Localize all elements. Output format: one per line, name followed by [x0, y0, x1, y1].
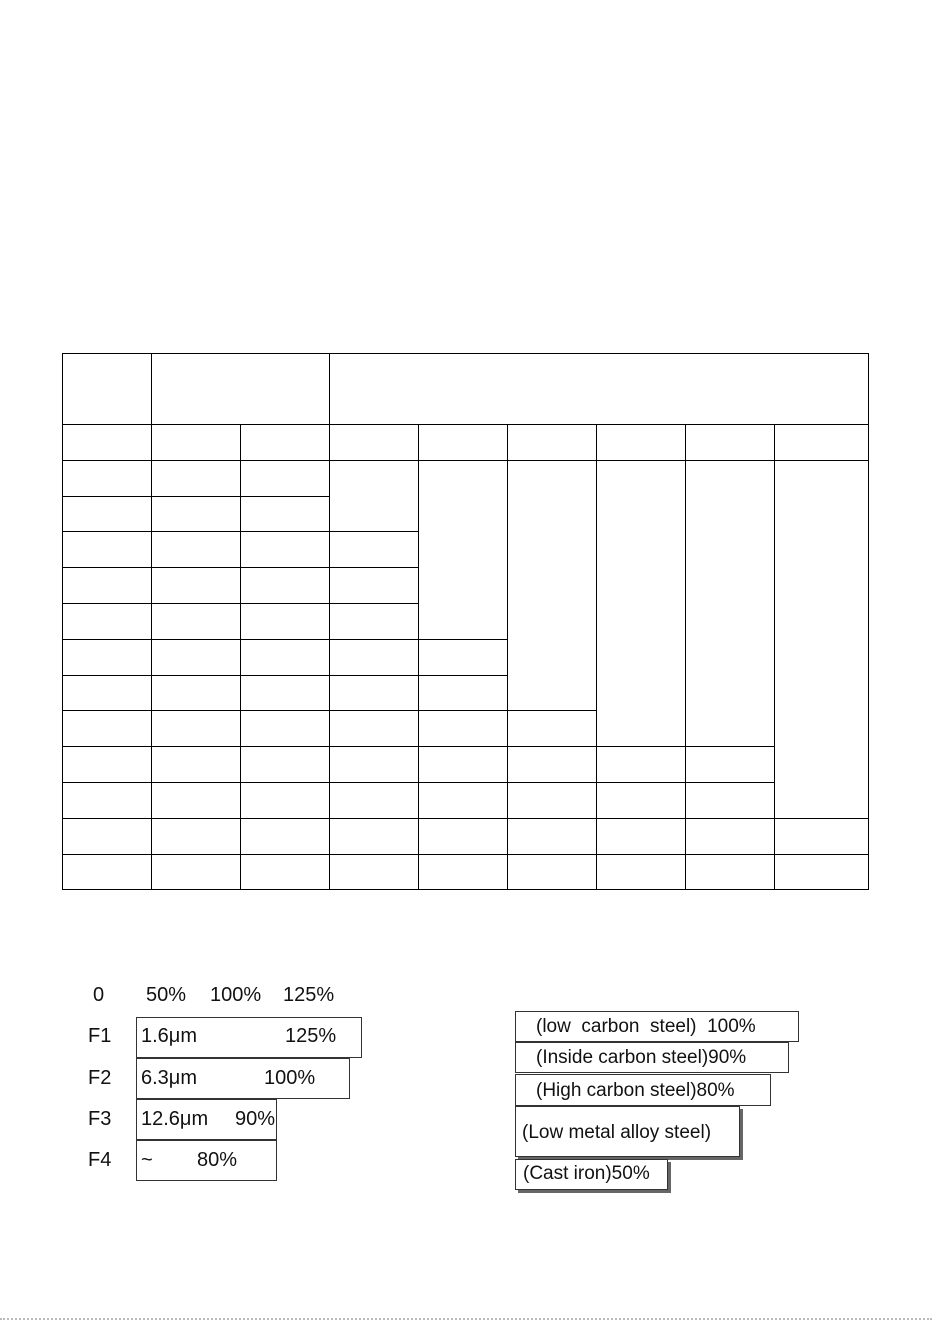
scale-row-value-f1: 1.6μm: [141, 1025, 197, 1047]
table-hline: [62, 889, 869, 890]
scale-header-125: 125%: [283, 984, 335, 1006]
scale-header-0: 0: [93, 984, 105, 1006]
table-vline: [596, 424, 597, 890]
scale-row-label-f2: F2: [88, 1067, 112, 1089]
table-vline: [774, 424, 775, 890]
table-hline: [62, 424, 869, 425]
table-hline: [62, 675, 508, 676]
scale-row-percent-f1: 125%: [285, 1025, 337, 1047]
material-label-inside-carbon-steel: (Inside carbon steel)90%: [536, 1047, 747, 1068]
material-label-cast-iron: (Cast iron)50%: [523, 1163, 650, 1184]
scale-row-value-f2: 6.3μm: [141, 1067, 197, 1089]
table-vline: [507, 424, 508, 890]
table-hline: [62, 460, 869, 461]
table-hline: [62, 818, 869, 819]
scale-header-50: 50%: [146, 984, 187, 1006]
table-vline: [685, 424, 686, 890]
table-vline: [62, 353, 63, 890]
table-vline: [151, 353, 152, 890]
scale-row-percent-f2: 100%: [264, 1067, 316, 1089]
table-hline: [62, 854, 869, 855]
table-hline: [62, 353, 869, 354]
table-hline: [62, 639, 508, 640]
scale-row-label-f4: F4: [88, 1149, 112, 1171]
table-vline: [418, 424, 419, 890]
scale-header-100: 100%: [210, 984, 262, 1006]
table-vline: [240, 424, 241, 890]
scale-row-value-f3: 12.6μm: [141, 1108, 209, 1130]
scale-row-percent-f4: 80%: [197, 1149, 238, 1171]
scale-row-label-f3: F3: [88, 1108, 112, 1130]
table-vline: [329, 353, 330, 890]
material-label-high-carbon-steel: (High carbon steel)80%: [536, 1080, 735, 1101]
material-label-low-metal-alloy-steel: (Low metal alloy steel): [522, 1122, 712, 1143]
scale-row-label-f1: F1: [88, 1025, 112, 1047]
material-label-low-carbon-steel: (low carbon steel) 100%: [536, 1016, 756, 1037]
scale-row-value-f4: ~: [141, 1149, 153, 1171]
page-bottom-dotted-rule: [0, 1318, 932, 1322]
table-vline: [868, 353, 869, 890]
table-hline: [62, 496, 330, 497]
scale-row-percent-f3: 90%: [235, 1109, 276, 1129]
